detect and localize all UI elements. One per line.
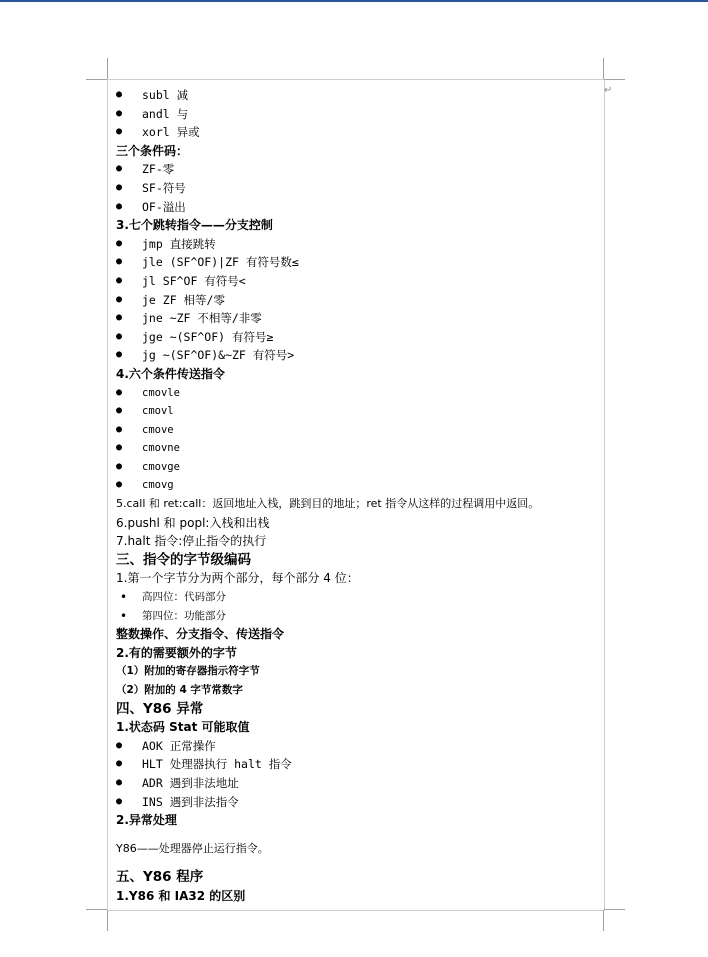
section-heading: 2.异常处理	[116, 813, 177, 828]
list-item: ● jne ~ZF 不相等/非零	[116, 309, 606, 328]
document-body[interactable]	[116, 86, 606, 906]
sub-heading: （1）附加的寄存器指示符字节	[116, 665, 260, 678]
crop-mark	[107, 58, 108, 79]
list-item: ● subl 减	[116, 86, 606, 105]
crop-mark	[107, 910, 108, 931]
window-top-border	[0, 0, 708, 2]
list-item: ● cmovle	[116, 384, 606, 403]
list-item: ● jge ~(SF^OF) 有符号≥	[116, 328, 606, 347]
list-item: ● je ZF 相等/零	[116, 291, 606, 310]
list-item: • 高四位：代码部分	[116, 588, 606, 607]
crop-mark	[603, 910, 604, 931]
list-item: ● cmovl	[116, 402, 606, 421]
paragraph-y86-halt: Y86——处理器停止运行指令。	[116, 841, 269, 855]
chapter-heading: 五、Y86 程序	[116, 869, 204, 886]
list-item: ● ADR 遇到非法地址	[116, 774, 606, 793]
list-item: ● jmp 直接跳转	[116, 235, 606, 254]
list-item: • 第四位：功能部分	[116, 607, 606, 626]
section-heading: 2.有的需要额外的字节	[116, 645, 237, 660]
list-item: ● HLT 处理器执行 halt 指令	[116, 755, 606, 774]
list-item: ● cmove	[116, 421, 606, 440]
paragraph-mark-icon: ↵	[604, 85, 613, 96]
list-item: ● INS 遇到非法指令	[116, 793, 606, 812]
section-heading: 整数操作、分支指令、传送指令	[116, 627, 285, 642]
list-item: ● ZF-零	[116, 160, 606, 179]
paragraph-first-byte: 1.第一个字节分为两个部分，每个部分 4 位：	[116, 571, 359, 586]
list-item: ● SF-符号	[116, 179, 606, 198]
list-item: ● OF-溢出	[116, 198, 606, 217]
list-item: ● jle (SF^OF)|ZF 有符号数≤	[116, 253, 606, 272]
paragraph-halt: 7.halt 指令:停止指令的执行	[116, 534, 267, 549]
crop-mark	[86, 79, 107, 80]
sub-heading: （2）附加的 4 字节常数字	[116, 684, 243, 696]
crop-mark	[604, 909, 625, 910]
list-item: ● jl SF^OF 有符号<	[116, 272, 606, 291]
crop-mark	[603, 58, 604, 79]
list-item: ● andl 与	[116, 105, 606, 124]
list-item: ● xorl 异或	[116, 123, 606, 142]
section-heading: 三个条件码：	[116, 143, 189, 158]
paragraph-pushl-popl: 6.pushl 和 popl:入栈和出栈	[116, 515, 270, 530]
crop-mark	[86, 909, 107, 910]
paragraph-call-ret: 5.call 和 ret:call：返回地址入栈，跳到目的地址；ret 指令从这样的过程调用中返回。	[116, 497, 540, 511]
crop-mark	[604, 79, 625, 80]
section-heading: 1.Y86 和 IA32 的区别	[116, 888, 246, 903]
list-item: ● cmovg	[116, 476, 606, 495]
list-item: ● cmovne	[116, 439, 606, 458]
list-item: ● jg ~(SF^OF)&~ZF 有符号>	[116, 346, 606, 365]
section-heading: 4.六个条件传送指令	[116, 366, 225, 381]
section-heading: 3.七个跳转指令——分支控制	[116, 218, 273, 233]
spacer	[116, 858, 606, 868]
section-heading: 1.状态码 Stat 可能取值	[116, 720, 250, 735]
spacer	[116, 830, 606, 840]
chapter-heading: 三、指令的字节级编码	[116, 551, 251, 568]
list-item: ● AOK 正常操作	[116, 737, 606, 756]
chapter-heading: 四、Y86 异常	[116, 700, 204, 717]
list-item: ● cmovge	[116, 458, 606, 477]
